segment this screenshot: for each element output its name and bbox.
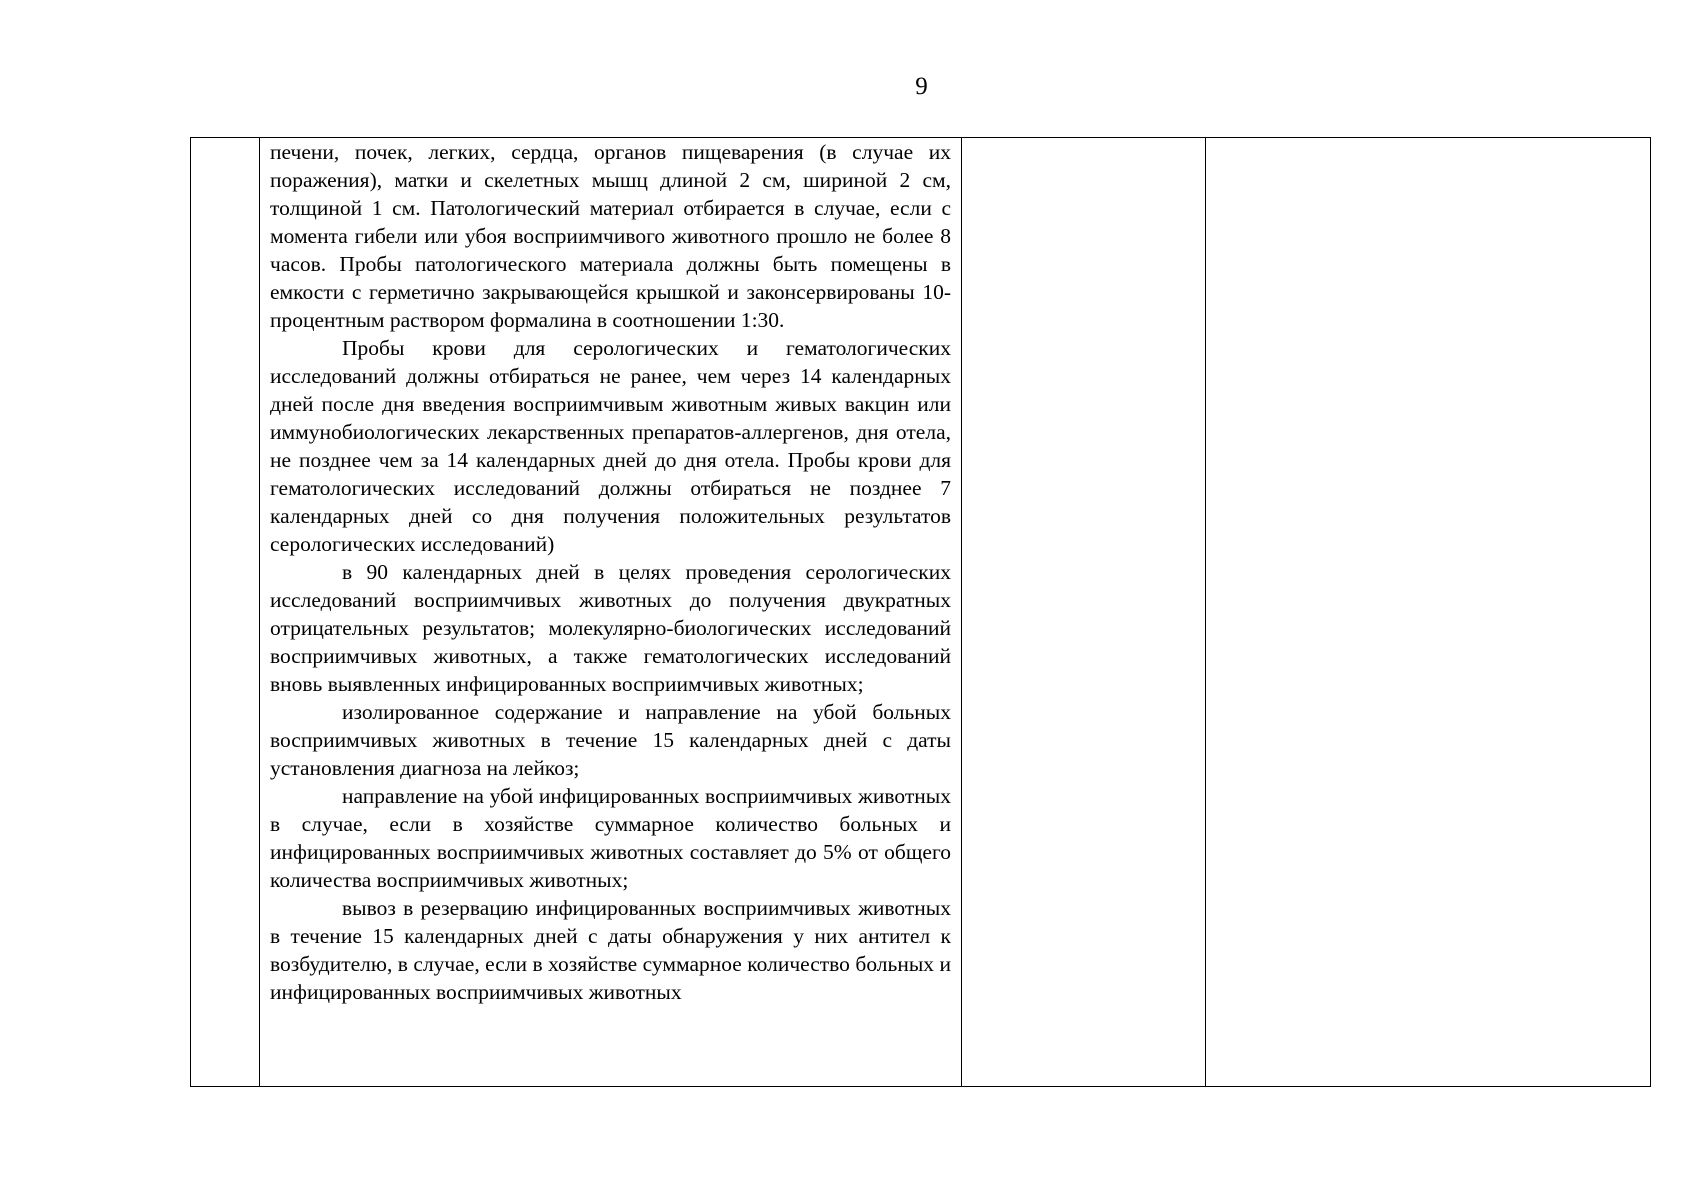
paragraph-pathological-material: печени, почек, легких, сердца, органов пищеварения (в случае их поражения), матки и скелетных мышц длиной 2 см, шириной 2 см, толщиной 1 см. Патологический материал отбирается в случае, если с момента гибели или убоя восприимчивого животного прошло не более 8 часов. Пробы патологического материала должны быть помещены в емкости с герметично закрывающейся крышкой и законсервированы 10-процентным раствором формалина в соотношении 1:30. bbox=[270, 140, 951, 332]
cell-measures-text bbox=[260, 138, 962, 1087]
page-number: 9 bbox=[915, 73, 928, 100]
cell-column-3 bbox=[962, 138, 1206, 1087]
paragraph-blood-samples: Пробы крови для серологических и гематологических исследований должны отбираться не ранее, чем через 14 календарных дней после дня введения восприимчивым животным живых вакцин или иммунобиологических лекарственных препаратов-аллергенов, дня отела, не позднее чем за 14 календарных дней до дня отела. Пробы крови для гематологических исследований должны отбираться не позднее 7 календарных дней со дня получения положительных результатов серологических исследований) bbox=[270, 336, 951, 556]
paragraph-90-days-studies: в 90 календарных дней в целях проведения серологических исследований восприимчивых животных до получения двукратных отрицательных результатов; молекулярно-биологических исследований восприимчивых животных, а также гематологических исследований вновь выявленных инфицированных восприимчивых животных; bbox=[270, 560, 951, 696]
cell-column-4 bbox=[1206, 138, 1651, 1087]
cell-number bbox=[191, 138, 260, 1087]
paragraph-isolated-keeping: изолированное содержание и направление на убой больных восприимчивых животных в течение 15 календарных дней с даты установления диагноза на лейкоз; bbox=[270, 700, 951, 780]
measures-table bbox=[190, 137, 1651, 1087]
table-row bbox=[191, 138, 1651, 1087]
paragraph-slaughter-direction: направление на убой инфицированных восприимчивых животных в случае, если в хозяйстве суммарное количество больных и инфицированных восприимчивых животных составляет до 5% от общего количества восприимчивых животных; bbox=[270, 784, 951, 892]
paragraph-reservation-removal: вывоз в резервацию инфицированных восприимчивых животных в течение 15 календарных дней с даты обнаружения у них антител к возбудителю, в случае, если в хозяйстве суммарное количество больных и инфицированных восприимчивых животных bbox=[270, 896, 951, 1004]
